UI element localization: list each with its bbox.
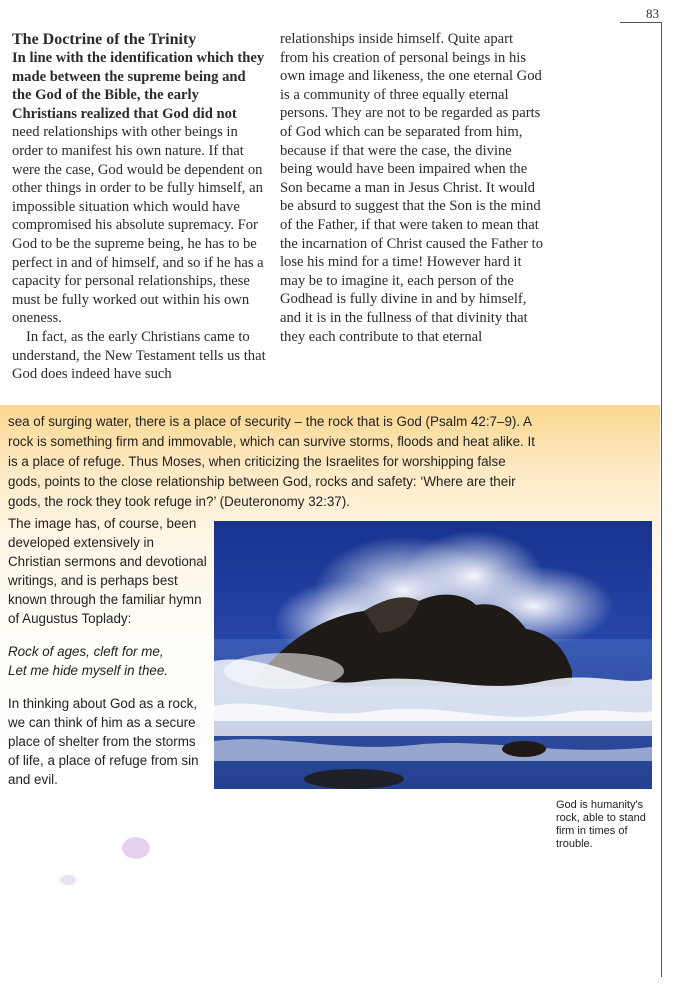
article-heading: The Doctrine of the Trinity (12, 31, 197, 48)
hymn-line-2: Let me hide myself in thee. (8, 663, 169, 678)
article-right-column (280, 30, 545, 346)
paper-stain (60, 875, 76, 885)
page-header-rule (620, 22, 662, 23)
panel-intro (8, 412, 538, 512)
panel-intro-text: sea of surging water, there is a place of security – the rock that is God (Psalm 42:7–9). A rock is something firm and immovable, which can survive storms, floods and heat alike. It is a place of refuge. Thus Moses, when criticizing the Israelites for worshipping false gods, points to the close relationship between God, rocks and safety: ‘Where are their gods, the rock they took refuge in?’ (Deuteronomy 32:37). (8, 414, 535, 509)
panel-side-column (8, 514, 208, 803)
hymn-line-1: Rock of ages, cleft for me, (8, 644, 164, 659)
rock-waves-illustration (214, 521, 652, 789)
rock-waves-photo (214, 521, 652, 789)
article-left-column (12, 30, 267, 384)
article-paragraph-3: relationships inside himself. Quite apart from his creation of personal beings in his own image and likeness, the one eternal God is a community of three equally eternal persons. They are not to be regarded as parts of God which can be separated from him, because if that were the case, the divine being would have been impaired when the Son became a man in Jesus Christ. It would be absurd to suggest that the Son is the mind of the Father, if that were taken to mean that the incarnation of Christ caused the Father to lose his mind for a time! However hard it may be to imagine it, each person of the Godhead is fully divine in and by himself, and it is in the fullness of that divinity that they each contribute to that eternal (280, 31, 544, 345)
page-number: 83 (646, 6, 659, 21)
photo-caption: God is humanity's rock, able to stand firm in times of trouble. (556, 799, 646, 850)
page-margin-rule (661, 22, 662, 977)
article-paragraph-2: In fact, as the early Christians came to understand, the New Testament tells us that God does indeed have such (12, 328, 266, 383)
side-paragraph-1: The image has, of course, been developed extensively in Christian sermons and devotional writings, and is perhaps best known through the familiar hymn of Augustus Toplady: (8, 516, 207, 626)
hymn-quote (8, 642, 208, 680)
article-paragraph-1 (12, 49, 267, 328)
article-paragraph-1-body: need relationships with other beings in order to manifest his own nature. If that were the case, God would be dependent on other things in order to be fully himself, an impossible situation which would have compromised his absolute supremacy. For God to be the supreme being, he has to be perfect in and of himself, and so if he has a capacity for personal relationships, these must be fully worked out within his own oneness. (12, 124, 264, 327)
paper-stain (122, 837, 150, 859)
article-bold-lead: In line with the identification which they made between the supreme being and the God of the Bible, the early Christians realized that God did not (12, 50, 265, 122)
side-paragraph-2: In thinking about God as a rock, we can think of him as a secure place of shelter from the storms of life, a place of refuge from sin and evil. (8, 696, 199, 787)
